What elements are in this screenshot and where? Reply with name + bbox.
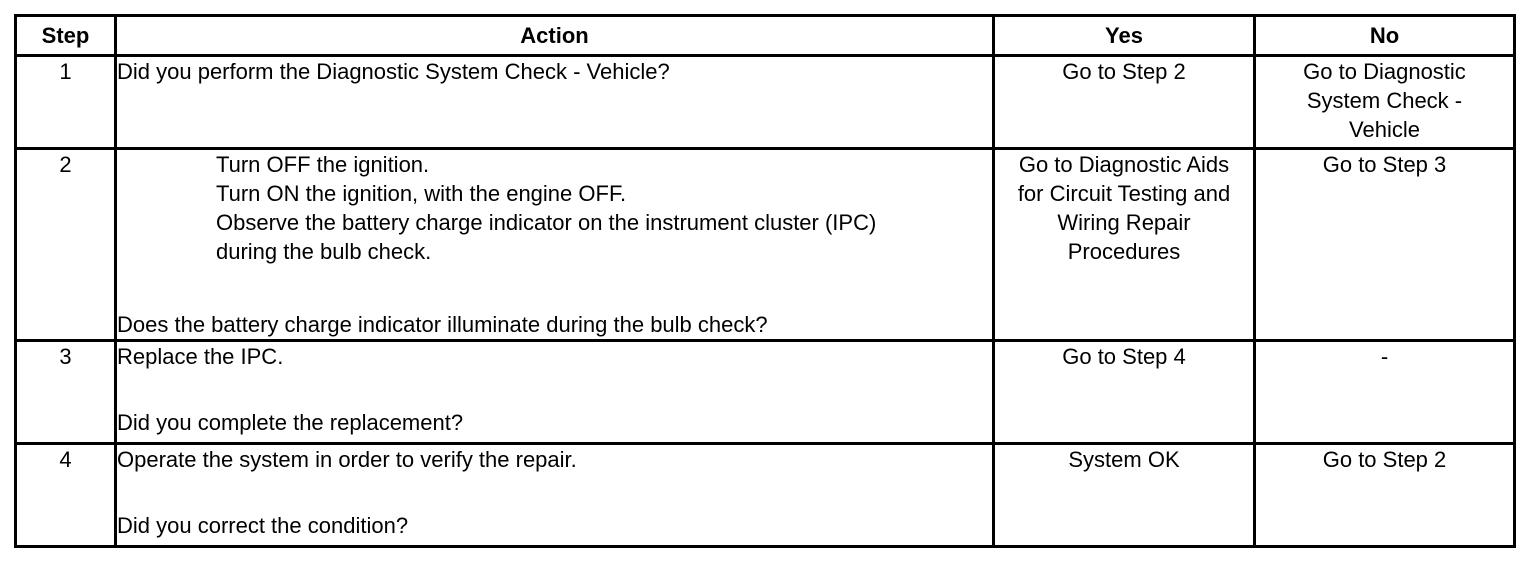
header-action: Action xyxy=(116,16,994,56)
yes-cell: Go to Step 2 xyxy=(994,56,1255,149)
action-question: Did you perform the Diagnostic System Check - Vehicle? xyxy=(117,59,670,84)
yes-cell xyxy=(994,149,1255,341)
action-question: Does the battery charge indicator illuminate during the bulb check? xyxy=(117,312,768,337)
table-row xyxy=(16,149,1515,341)
action-cell xyxy=(116,56,994,149)
yes-line: for Circuit Testing and xyxy=(1017,181,1231,206)
action-instruction: Replace the IPC. xyxy=(117,344,284,369)
step-number: 4 xyxy=(16,444,116,547)
table-row xyxy=(16,341,1515,444)
substep: Turn ON the ignition, with the engine OFF. xyxy=(216,181,627,206)
table-row xyxy=(16,56,1515,149)
yes-line: Wiring Repair xyxy=(1057,210,1191,235)
no-line: Vehicle xyxy=(1349,117,1420,142)
action-cell xyxy=(116,149,994,341)
yes-cell: Go to Step 4 xyxy=(994,341,1255,444)
substep: Observe the battery charge indicator on the instrument cluster (IPC) xyxy=(216,210,877,235)
no-line: System Check - xyxy=(1306,88,1463,113)
action-question: Did you complete the replacement? xyxy=(117,410,464,435)
step-number: 2 xyxy=(16,149,116,341)
substep-list xyxy=(117,150,992,266)
step-number: 3 xyxy=(16,341,116,444)
table-row xyxy=(16,444,1515,547)
header-row xyxy=(16,16,1515,56)
substep: during the bulb check. xyxy=(216,239,432,264)
yes-line: Go to Diagnostic Aids xyxy=(1018,152,1230,177)
no-cell: - xyxy=(1255,341,1515,444)
no-line: Go to Diagnostic xyxy=(1303,59,1466,84)
diagnostic-table xyxy=(14,14,1516,548)
header-step: Step xyxy=(16,16,116,56)
no-cell: Go to Step 2 xyxy=(1255,444,1515,547)
action-cell xyxy=(116,444,994,547)
action-question: Did you correct the condition? xyxy=(117,513,409,538)
yes-cell: System OK xyxy=(994,444,1255,547)
no-cell: Go to Step 3 xyxy=(1255,149,1515,341)
action-instruction: Operate the system in order to verify the repair. xyxy=(117,447,577,472)
step-number: 1 xyxy=(16,56,116,149)
header-yes: Yes xyxy=(994,16,1255,56)
yes-line: Procedures xyxy=(1067,239,1181,264)
action-cell xyxy=(116,341,994,444)
substep: Turn OFF the ignition. xyxy=(216,152,430,177)
header-no: No xyxy=(1255,16,1515,56)
no-cell xyxy=(1255,56,1515,149)
